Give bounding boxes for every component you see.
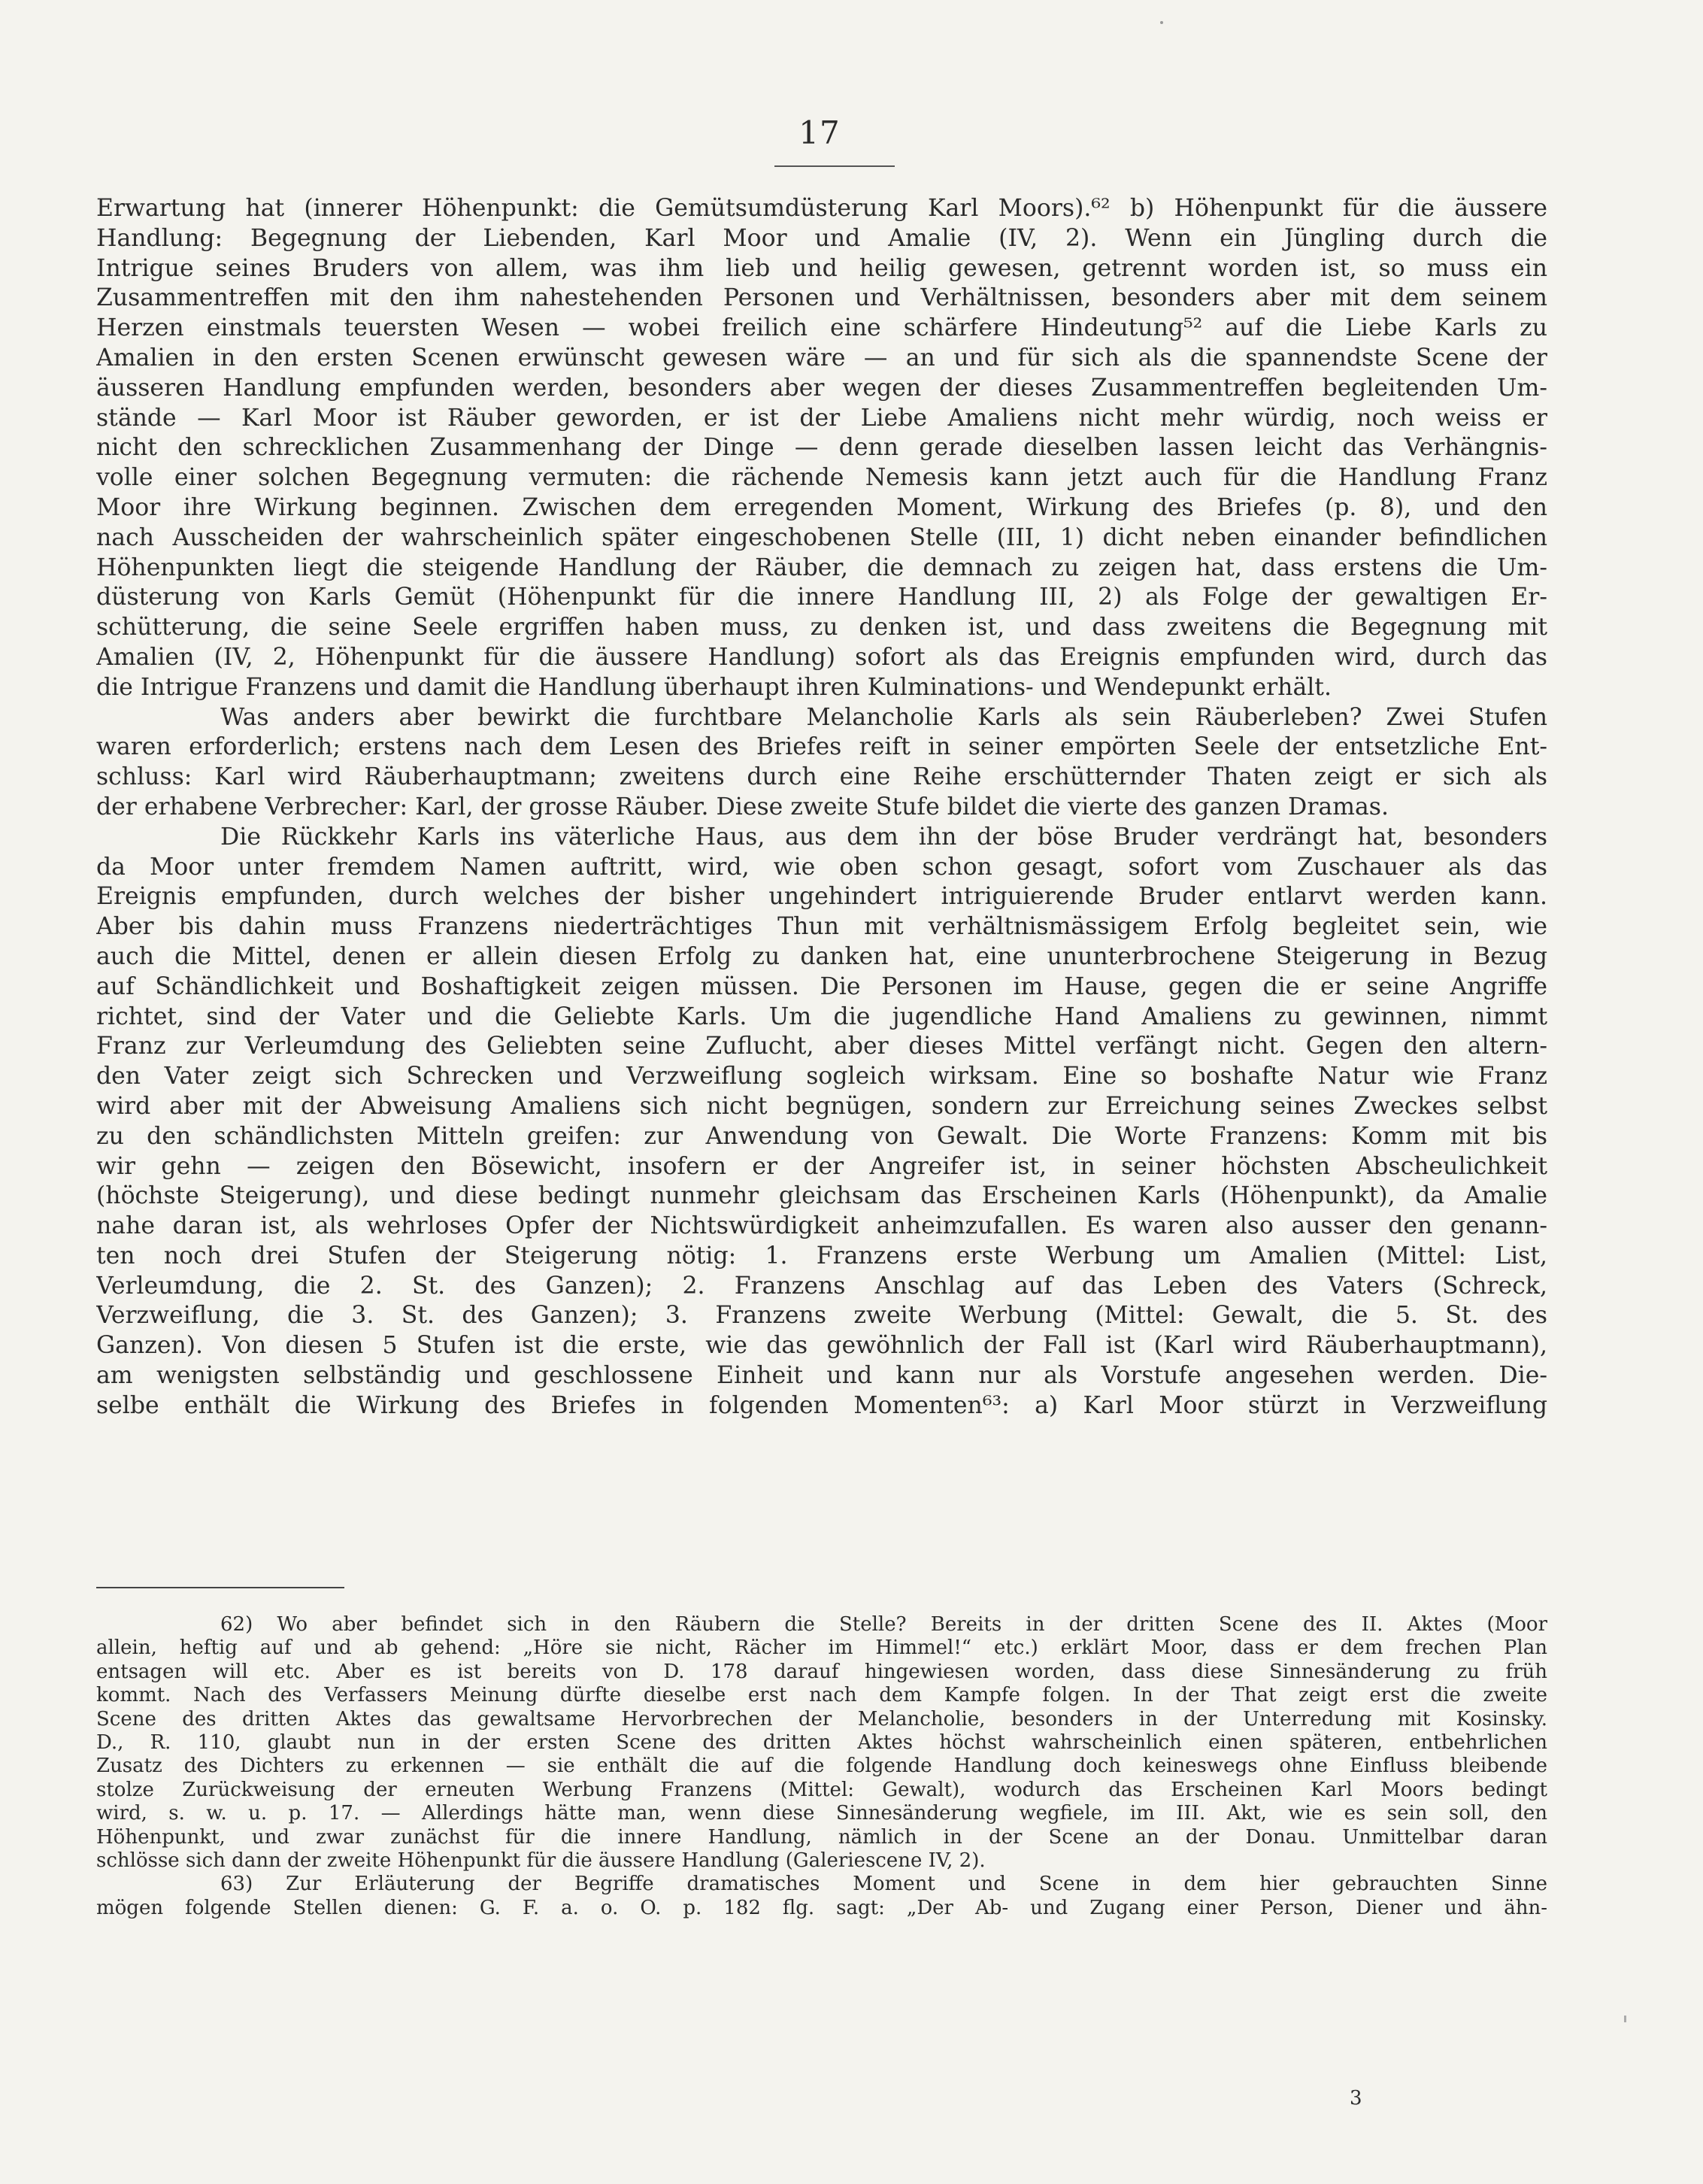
footnote-line: kommt. Nach des Verfassers Meinung dürfte dieselbe erst nach dem Kampfe folgen. In der That zeigt erst die zweite: [96, 1684, 1547, 1707]
text-line: selbe enthält die Wirkung des Briefes in folgenden Momenten⁶³: a) Karl Moor stürzt in Verzweiflung: [96, 1391, 1547, 1419]
text-line: Franz zur Verleumdung des Geliebten seine Zuflucht, aber dieses Mittel verfängt nicht. Gegen den altern-: [96, 1033, 1547, 1060]
text-line: da Moor unter fremdem Namen auftritt, wird, wie oben schon gesagt, sofort vom Zuschauer als das: [96, 853, 1547, 881]
footnote-line: 63) Zur Erläuterung der Begriffe dramatisches Moment und Scene in dem hier gebrauchten Sinne: [220, 1873, 1547, 1896]
text-line: düsterung von Karls Gemüt (Höhenpunkt für die innere Handlung III, 2) als Folge der gewaltigen Er-: [96, 584, 1547, 611]
footnote-line: schlösse sich dann der zweite Höhenpunkt für die äussere Handlung (Galeriescene IV, 2).: [96, 1849, 986, 1872]
footnote-rule: [96, 1587, 344, 1588]
text-line: Aber bis dahin muss Franzens niederträchtiges Thun mit verhältnismässigem Erfolg begleitet sein, wie: [96, 913, 1547, 941]
text-line: Verleumdung, die 2. St. des Ganzen); 2. Franzens Anschlag auf das Leben des Vaters (Schreck,: [96, 1272, 1547, 1300]
text-line: ten noch drei Stufen der Steigerung nötig: 1. Franzens erste Werbung um Amalien (Mittel: List,: [96, 1242, 1547, 1269]
footnote-line: D., R. 110, glaubt nun in der ersten Scene des dritten Aktes höchst wahrscheinlich einen späteren, entbehrlichen: [96, 1731, 1547, 1754]
text-line: nicht den schrecklichen Zusammenhang der Dinge — denn gerade dieselben lassen leicht das Verhängnis-: [96, 434, 1547, 462]
text-line: schluss: Karl wird Räuberhauptmann; zweitens durch eine Reihe erschütternder Thaten zeigt er sich als: [96, 763, 1547, 791]
text-line: wir gehn — zeigen den Bösewicht, insofern er der Angreifer ist, in seiner höchsten Abscheulichkeit: [96, 1152, 1547, 1180]
text-line: schütterung, die seine Seele ergriffen haben muss, zu denken ist, und dass zweitens die Begegnung mit: [96, 614, 1547, 642]
footnote-line: entsagen will etc. Aber es ist bereits von D. 178 darauf hingewiesen worden, dass diese Sinnesänderung zu früh: [96, 1660, 1547, 1683]
text-line: am wenigsten selbständig und geschlossene Einheit und kann nur als Vorstufe angesehen werden. Die-: [96, 1362, 1547, 1390]
footnote-line: wird, s. w. u. p. 17. — Allerdings hätte man, wenn diese Sinnesänderung wegfiele, im III. Akt, wie es sein soll, den: [96, 1802, 1547, 1825]
footnote-line: stolze Zurückweisung der erneuten Werbung Franzens (Mittel: Gewalt), wodurch das Erscheinen Karl Moors bedingt: [96, 1778, 1547, 1801]
text-line: die Intrigue Franzens und damit die Handlung überhaupt ihren Kulminations- und Wendepunkt erhält.: [96, 673, 1332, 701]
footnote-line: mögen folgende Stellen dienen: G. F. a. o. O. p. 182 flg. sagt: „Der Ab- und Zugang einer Person, Diener und ähn-: [96, 1896, 1547, 1919]
text-line: nahe daran ist, als wehrloses Opfer der Nichtswürdigkeit anheimzufallen. Es waren also ausser den genann-: [96, 1212, 1547, 1240]
footnotes: [96, 1613, 1547, 1920]
main-text: [96, 194, 1547, 1421]
text-line: Handlung: Begegnung der Liebenden, Karl Moor und Amalie (IV, 2). Wenn ein Jüngling durch die: [96, 224, 1547, 252]
text-line: Was anders aber bewirkt die furchtbare Melancholie Karls als sein Räuberleben? Zwei Stufen: [220, 703, 1547, 731]
text-line: Amalien (IV, 2, Höhenpunkt für die äussere Handlung) sofort als das Ereignis empfunden wird, durch das: [96, 643, 1547, 671]
footnote-line: Zusatz des Dichters zu erkennen — sie enthält die auf die folgende Handlung doch keineswegs ohne Einfluss bleibende: [96, 1755, 1547, 1778]
page-number: 17: [798, 114, 841, 151]
text-line: Moor ihre Wirkung beginnen. Zwischen dem erregenden Moment, Wirkung des Briefes (p. 8), und den: [96, 493, 1547, 521]
text-line: der erhabene Verbrecher: Karl, der grosse Räuber. Diese zweite Stufe bildet die vierte des ganzen Dramas.: [96, 793, 1389, 821]
paper-speck: [1624, 2016, 1626, 2022]
text-line: auch die Mittel, denen er allein diesen Erfolg zu danken hat, eine ununterbrochene Steigerung in Bezug: [96, 942, 1547, 970]
text-line: Intrigue seines Bruders von allem, was ihm lieb und heilig gewesen, getrennt worden ist, so muss ein: [96, 254, 1547, 282]
text-line: Höhenpunkten liegt die steigende Handlung der Räuber, die demnach zu zeigen hat, dass erstens die Um-: [96, 554, 1547, 581]
text-line: Ereignis empfunden, durch welches der bisher ungehindert intriguierende Bruder entlarvt werden kann.: [96, 883, 1547, 911]
footnote-line: 62) Wo aber befindet sich in den Räubern die Stelle? Bereits in der dritten Scene des II. Aktes (Moor: [220, 1613, 1547, 1636]
footnote-line: Höhenpunkt, und zwar zunächst für die innere Handlung, nämlich in der Scene an der Donau. Unmittelbar daran: [96, 1825, 1547, 1849]
text-line: waren erforderlich; erstens nach dem Lesen des Briefes reift in seiner empörten Seele der entsetzliche Ent-: [96, 733, 1547, 761]
text-line: Ganzen). Von diesen 5 Stufen ist die erste, wie das gewöhnlich der Fall ist (Karl wird Räuberhauptmann),: [96, 1332, 1547, 1360]
footnote-line: Scene des dritten Aktes das gewaltsame Hervorbrechen der Melancholie, besonders in der Unterredung mit Kosinsky.: [96, 1707, 1547, 1731]
text-line: (höchste Steigerung), und diese bedingt nunmehr gleichsam das Erscheinen Karls (Höhenpunkt), da Amalie: [96, 1182, 1547, 1210]
header-rule: [774, 165, 895, 167]
footnote-line: allein, heftig auf und ab gehend: „Höre sie nicht, Rächer im Himmel!“ etc.) erklärt Moor, dass er dem frechen Plan: [96, 1636, 1547, 1660]
text-line: Erwartung hat (innerer Höhenpunkt: die Gemütsumdüsterung Karl Moors).⁶² b) Höhenpunkt für die äussere: [96, 195, 1547, 222]
text-line: Die Rückkehr Karls ins väterliche Haus, aus dem ihn der böse Bruder verdrängt hat, besonders: [220, 823, 1547, 851]
text-line: richtet, sind der Vater und die Geliebte Karls. Um die jugendliche Hand Amaliens zu gewinnen, nimmt: [96, 1003, 1547, 1030]
text-line: stände — Karl Moor ist Räuber geworden, er ist der Liebe Amaliens nicht mehr würdig, noch weiss er: [96, 404, 1547, 432]
text-line: nach Ausscheiden der wahrscheinlich später eingeschobenen Stelle (III, 1) dicht neben einander befindlichen: [96, 523, 1547, 551]
text-line: auf Schändlichkeit und Boshaftigkeit zeigen müssen. Die Personen im Hause, gegen die er seine Angriffe: [96, 972, 1547, 1000]
sheet-signature: 3: [1350, 2087, 1362, 2110]
paper-speck: [1160, 21, 1163, 24]
text-line: Zusammentreffen mit den ihm nahestehenden Personen und Verhältnissen, besonders aber mit dem seinem: [96, 284, 1547, 312]
text-line: Herzen einstmals teuersten Wesen — wobei freilich eine schärfere Hindeutung⁵² auf die Liebe Karls zu: [96, 314, 1547, 342]
text-line: Amalien in den ersten Scenen erwünscht gewesen wäre — an und für sich als die spannendste Scene der: [96, 344, 1547, 372]
text-line: den Vater zeigt sich Schrecken und Verzweiflung sogleich wirksam. Eine so boshafte Natur wie Franz: [96, 1063, 1547, 1090]
text-line: volle einer solchen Begegnung vermuten: die rächende Nemesis kann jetzt auch für die Handlung Franz: [96, 464, 1547, 492]
text-line: Verzweiflung, die 3. St. des Ganzen); 3. Franzens zweite Werbung (Mittel: Gewalt, die 5. St. des: [96, 1302, 1547, 1330]
text-line: zu den schändlichsten Mitteln greifen: zur Anwendung von Gewalt. Die Worte Franzens: Komm mit bis: [96, 1122, 1547, 1150]
text-line: wird aber mit der Abweisung Amaliens sich nicht begnügen, sondern zur Erreichung seines Zweckes selbst: [96, 1092, 1547, 1120]
text-line: äusseren Handlung empfunden werden, besonders aber wegen der dieses Zusammentreffen begleitenden Um-: [96, 374, 1547, 402]
